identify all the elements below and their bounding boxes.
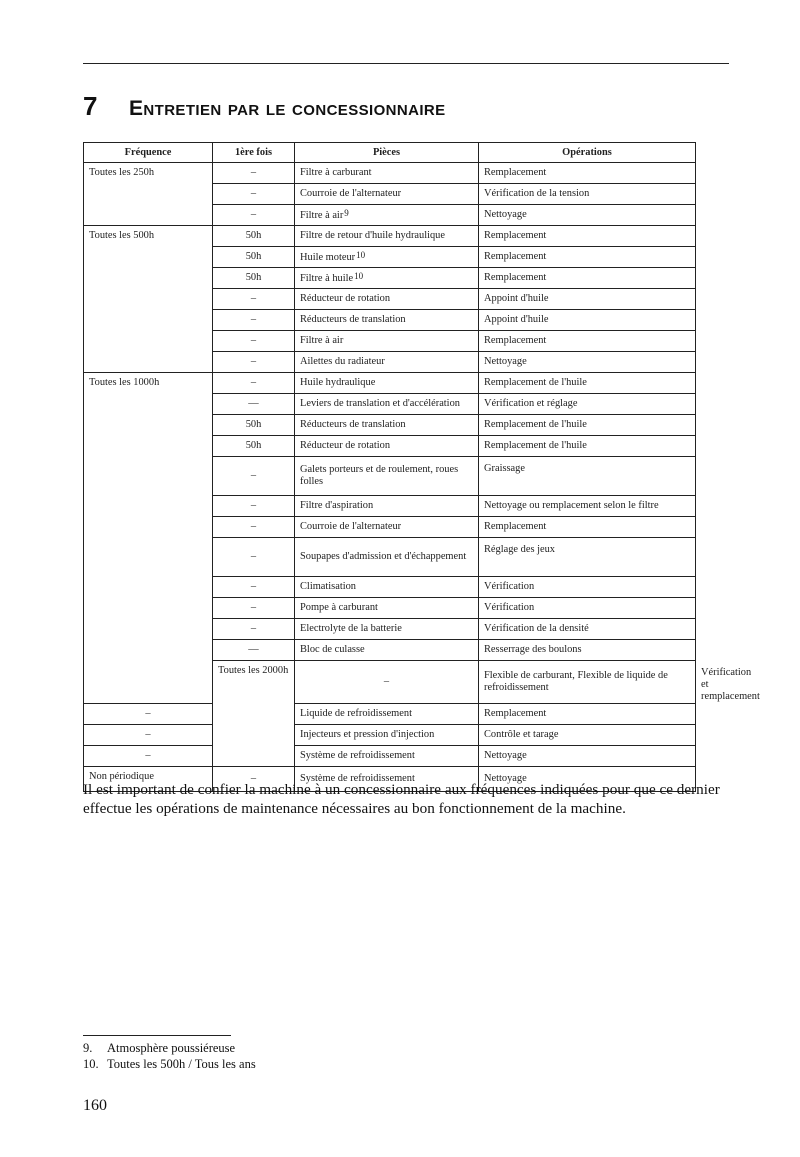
first-time-cell: – — [213, 496, 295, 517]
operation-cell: Remplacement de l'huile — [479, 373, 696, 394]
part-name: Liquide de refroidissement — [300, 708, 412, 719]
part-name: Galets porteurs et de roulement, roues folles — [300, 464, 459, 487]
first-time-cell: – — [213, 310, 295, 331]
footnote-number: 9. — [83, 1041, 93, 1055]
maintenance-table — [83, 142, 760, 792]
operation-cell: Vérification — [479, 577, 696, 598]
first-time-cell: 50h — [213, 268, 295, 289]
part-name: Réducteurs de translation — [300, 314, 406, 325]
table-body — [84, 163, 760, 792]
footnote-rule — [83, 1035, 231, 1036]
part-name: Leviers de translation et d'accélération — [300, 398, 460, 409]
part-name: Pompe à carburant — [300, 602, 378, 613]
footnotes — [83, 1041, 256, 1072]
table-row — [84, 163, 696, 184]
first-time-cell: 50h — [213, 226, 295, 247]
frequency-cell: Toutes les 2000h — [213, 661, 295, 767]
first-time-cell: – — [213, 457, 295, 496]
operation-cell: Remplacement — [479, 704, 696, 725]
part-cell — [295, 289, 479, 310]
part-cell — [295, 247, 479, 268]
first-time-cell: – — [213, 517, 295, 538]
operation-cell: Vérification de la densité — [479, 619, 696, 640]
footnote-reference: 10 — [354, 270, 364, 281]
chapter-heading — [83, 86, 446, 123]
part-cell — [295, 577, 479, 598]
frequency-cell: Toutes les 1000h — [84, 373, 213, 704]
operation-cell: Nettoyage — [479, 746, 696, 767]
body-paragraph: Il est important de confier la machine à un concessionnaire aux fréquences indiquées pour que ce dernier effectue les opérations de maintenance nécessaires au bon fonctionnement de la machine. — [83, 781, 720, 817]
operation-cell: Graissage — [479, 457, 696, 496]
operation-cell: Remplacement de l'huile — [479, 415, 696, 436]
first-time-cell: – — [213, 163, 295, 184]
operation-cell: Remplacement — [479, 268, 696, 289]
part-cell — [295, 163, 479, 184]
part-name: Soupapes d'admission et d'échappement — [300, 551, 467, 562]
part-name: Filtre à air — [300, 335, 344, 346]
part-name: Filtre à air — [300, 209, 344, 221]
operation-cell: Nettoyage — [479, 352, 696, 373]
part-name: Ailettes du radiateur — [300, 356, 385, 367]
first-time-cell: 50h — [213, 247, 295, 268]
first-time-cell: – — [213, 331, 295, 352]
footnote-text: Toutes les 500h / Tous les ans — [107, 1056, 256, 1071]
part-name: Filtre à huile — [300, 272, 354, 284]
first-time-cell: – — [213, 352, 295, 373]
footnote-10 — [83, 1057, 256, 1073]
part-name: Filtre de retour d'huile hydraulique — [300, 230, 445, 241]
part-name: Filtre d'aspiration — [300, 500, 374, 511]
first-time-cell: – — [213, 289, 295, 310]
first-time-cell: 50h — [213, 436, 295, 457]
first-time-cell: – — [213, 598, 295, 619]
first-time-cell: — — [213, 394, 295, 415]
part-name: Flexible de carburant, Flexible de liquide de refroidissement — [484, 670, 668, 693]
part-cell — [295, 725, 479, 746]
page-number: 160 — [83, 1097, 107, 1114]
part-cell — [295, 268, 479, 289]
first-time-cell: – — [213, 767, 295, 792]
header-parts: Pièces — [295, 143, 479, 163]
part-name: Courroie de l'alternateur — [300, 188, 402, 199]
frequency-cell: Toutes les 250h — [84, 163, 213, 226]
operation-cell: Remplacement — [479, 247, 696, 268]
operation-cell: Appoint d'huile — [479, 289, 696, 310]
part-cell — [295, 457, 479, 496]
part-name: Climatisation — [300, 581, 356, 592]
footnote-text: Atmosphère poussiéreuse — [107, 1041, 236, 1055]
part-cell — [295, 746, 479, 767]
first-time-cell: – — [213, 373, 295, 394]
frequency-cell: Toutes les 500h — [84, 226, 213, 373]
part-cell — [295, 394, 479, 415]
part-name: Bloc de culasse — [300, 644, 365, 655]
operation-cell: Nettoyage ou remplacement selon le filtre — [479, 496, 696, 517]
frequency-cell: Non périodique — [84, 767, 213, 792]
part-name: Réducteur de rotation — [300, 293, 391, 304]
part-cell — [295, 598, 479, 619]
part-name: Système de refroidissement — [300, 773, 415, 784]
operation-cell: Vérification — [479, 598, 696, 619]
header-operations: Opérations — [479, 143, 696, 163]
part-cell — [295, 352, 479, 373]
part-name: Huile hydraulique — [300, 377, 376, 388]
part-cell — [295, 436, 479, 457]
part-cell — [295, 517, 479, 538]
first-time-cell: – — [213, 619, 295, 640]
first-time-cell: – — [84, 746, 213, 767]
part-cell — [295, 226, 479, 247]
operation-cell: Appoint d'huile — [479, 310, 696, 331]
first-time-cell: – — [84, 704, 213, 725]
part-name: Huile moteur — [300, 251, 356, 263]
first-time-cell: – — [84, 725, 213, 746]
chapter-number: 7 — [83, 91, 98, 121]
footnote-reference: 9 — [344, 207, 349, 218]
table-row — [84, 746, 696, 767]
footnote-number: 10. — [83, 1056, 99, 1071]
operation-cell: Vérification et réglage — [479, 394, 696, 415]
table-row — [84, 704, 696, 725]
first-time-cell: – — [213, 184, 295, 205]
part-cell — [295, 640, 479, 661]
part-name: Réducteurs de translation — [300, 419, 406, 430]
first-time-cell: – — [295, 661, 479, 704]
table-row: Toutes les 2000h – Flexible de carburant, Flexible de liquide de refroidissement Vérification et remplacement — [84, 661, 696, 704]
table-row — [84, 725, 696, 746]
operation-cell: Resserrage des boulons — [479, 640, 696, 661]
part-cell — [295, 184, 479, 205]
first-time-cell: 50h — [213, 415, 295, 436]
table-header-row — [84, 143, 696, 163]
header-first-time: 1ère fois — [213, 143, 295, 163]
part-cell — [295, 538, 479, 577]
part-cell — [295, 373, 479, 394]
operation-cell: Remplacement — [479, 331, 696, 352]
part-cell — [295, 415, 479, 436]
operation-cell: Contrôle et tarage — [479, 725, 696, 746]
operation-cell: Vérification de la tension — [479, 184, 696, 205]
first-time-cell: – — [213, 538, 295, 577]
part-cell — [295, 704, 479, 725]
part-name: Système de refroidissement — [300, 750, 415, 761]
operation-cell: Remplacement — [479, 517, 696, 538]
footnote-9 — [83, 1041, 256, 1057]
part-name: Injecteurs et pression d'injection — [300, 729, 435, 740]
operation-cell: Remplacement — [479, 226, 696, 247]
table-row — [84, 226, 696, 247]
operation-cell: Nettoyage — [479, 205, 696, 226]
operation-cell: Réglage des jeux — [479, 538, 696, 577]
chapter-title: Entretien par le concessionnaire — [129, 97, 446, 120]
part-name: Courroie de l'alternateur — [300, 521, 402, 532]
operation-cell: Remplacement de l'huile — [479, 436, 696, 457]
first-time-cell: — — [213, 640, 295, 661]
first-time-cell: – — [213, 205, 295, 226]
first-time-cell: – — [213, 577, 295, 598]
part-cell — [295, 310, 479, 331]
operation-cell: Remplacement — [479, 163, 696, 184]
part-cell — [295, 205, 479, 226]
part-cell — [295, 331, 479, 352]
part-cell — [295, 496, 479, 517]
footnote-reference: 10 — [356, 249, 366, 260]
part-name: Electrolyte de la batterie — [300, 623, 402, 634]
part-name: Réducteur de rotation — [300, 440, 391, 451]
part-name: Filtre à carburant — [300, 167, 372, 178]
header-frequency: Fréquence — [84, 143, 213, 163]
part-cell — [479, 661, 696, 704]
part-cell — [295, 619, 479, 640]
operation-cell: Nettoyage — [479, 767, 696, 792]
table-row — [84, 373, 696, 394]
header-rule — [83, 63, 729, 64]
